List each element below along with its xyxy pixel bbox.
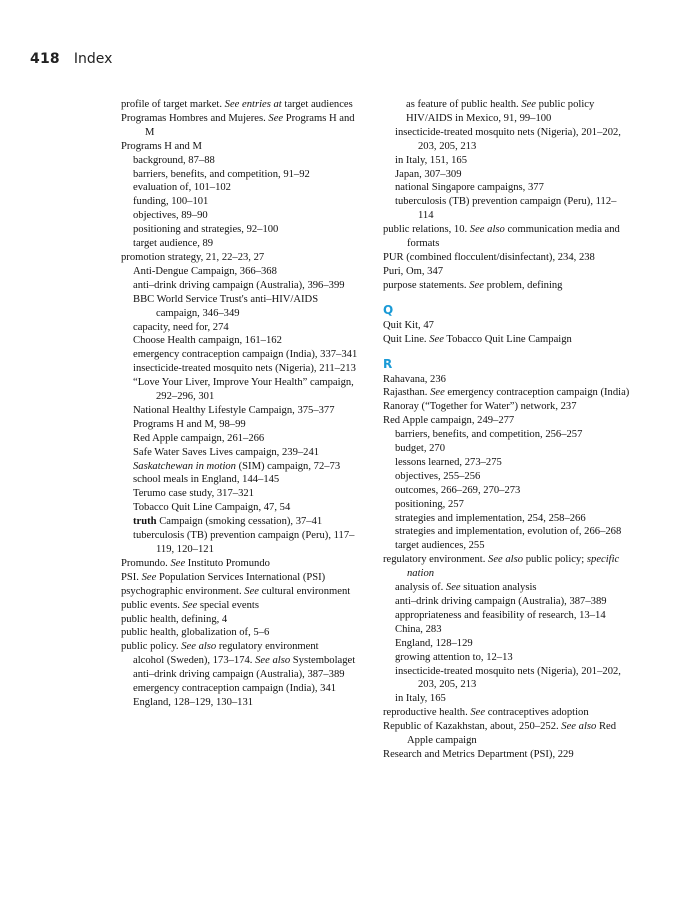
index-subentry bbox=[383, 98, 631, 112]
index-entry-text: barriers, benefits, and competition, 256–257 bbox=[395, 429, 583, 441]
index-entry-text: positioning, 257 bbox=[395, 498, 464, 510]
index-entry bbox=[121, 98, 361, 112]
index-entry-text: reproductive health. bbox=[383, 707, 471, 719]
index-entry-text: strategies and implementation, 254, 258–266 bbox=[395, 512, 586, 524]
index-entry-text: regulatory environment. bbox=[383, 554, 489, 566]
index-entry-text: Quit Kit, 47 bbox=[383, 319, 434, 331]
index-entry-text: promotion strategy, 21, 22–23, 27 bbox=[121, 251, 265, 263]
index-subentry bbox=[121, 668, 361, 682]
index-subentry bbox=[383, 651, 631, 665]
index-entry-text: “Love Your Liver, Improve Your Health” campaign, 292–296, 301 bbox=[133, 377, 354, 403]
index-entry-text: emergency contraception campaign (India), 337–341 bbox=[133, 349, 358, 361]
index-entry-text: objectives, 89–90 bbox=[133, 210, 208, 222]
page-number: 418 bbox=[30, 51, 60, 67]
index-entry-text: Instituto Promundo bbox=[185, 557, 270, 569]
index-entry-text: England, 128–129 bbox=[395, 637, 473, 649]
index-entry bbox=[121, 571, 361, 585]
index-subentry bbox=[121, 362, 361, 376]
index-entry bbox=[383, 720, 631, 748]
index-entry-text: objectives, 255–256 bbox=[395, 470, 481, 482]
index-entry-text: alcohol (Sweden), 173–174. bbox=[133, 655, 256, 667]
index-entry-text: strategies and implementation, evolution of, 266–268 bbox=[395, 526, 622, 538]
index-subentry bbox=[121, 265, 361, 279]
index-entry-text: special events bbox=[197, 599, 259, 611]
index-entry bbox=[121, 251, 361, 265]
index-subentry bbox=[121, 223, 361, 237]
index-entry-text: lessons learned, 273–275 bbox=[395, 456, 502, 468]
index-entry-text: Safe Water Saves Lives campaign, 239–241 bbox=[133, 446, 320, 458]
index-subentry bbox=[121, 154, 361, 168]
index-entry-text: Ranoray (“Together for Water”) network, 237 bbox=[383, 401, 577, 413]
index-subentry bbox=[121, 529, 361, 557]
index-entry-text: cultural environment bbox=[258, 585, 351, 597]
index-subentry bbox=[383, 609, 631, 623]
index-entry-text: target audiences, 255 bbox=[395, 540, 485, 552]
index-entry-text: See bbox=[429, 333, 444, 345]
index-entry-text: in Italy, 151, 165 bbox=[395, 154, 467, 166]
index-entry-text: growing attention to, 12–13 bbox=[395, 651, 513, 663]
index-entry-text: Promundo. bbox=[121, 557, 171, 569]
index-subentry bbox=[121, 195, 361, 209]
index-entry-text: national Singapore campaigns, 377 bbox=[395, 182, 544, 194]
index-entry bbox=[383, 333, 631, 347]
index-entry-text: target audience, 89 bbox=[133, 238, 214, 250]
index-entry-text: contraceptives adoption bbox=[485, 707, 589, 719]
index-subentry bbox=[121, 348, 361, 362]
index-entry bbox=[383, 265, 631, 279]
index-subentry bbox=[383, 581, 631, 595]
index-entry-text: Research and Metrics Department (PSI), 229 bbox=[383, 748, 574, 760]
index-entry-text: Republic of Kazakhstan, about, 250–252. bbox=[383, 721, 562, 733]
index-entry-text: emergency contraception campaign (India), 341 bbox=[133, 683, 337, 695]
index-subentry bbox=[121, 515, 361, 529]
index-subentry bbox=[121, 376, 361, 404]
index-subentry bbox=[383, 168, 631, 182]
index-entry-text: See bbox=[170, 557, 186, 569]
index-entry-text: truth bbox=[133, 516, 157, 528]
index-entry-text: public health, defining, 4 bbox=[121, 613, 228, 625]
index-column-right bbox=[383, 98, 631, 762]
index-entry bbox=[383, 319, 631, 333]
index-entry bbox=[383, 279, 631, 293]
index-entry-text: Red Apple campaign, 249–277 bbox=[383, 415, 515, 427]
index-entry bbox=[121, 599, 361, 613]
index-entry bbox=[121, 112, 361, 140]
index-entry-text: public policy. bbox=[121, 641, 182, 653]
index-subentry bbox=[121, 460, 361, 474]
index-subentry bbox=[121, 321, 361, 335]
index-entry-text: See bbox=[469, 279, 484, 291]
index-subentry bbox=[383, 525, 631, 539]
index-subentry bbox=[121, 501, 361, 515]
index-entry-text: barriers, benefits, and competition, 91–92 bbox=[133, 168, 310, 180]
index-entry-text: See entries at bbox=[224, 99, 282, 110]
index-subentry bbox=[383, 456, 631, 470]
index-entry-text: Campaign (smoking cessation), 37–41 bbox=[156, 516, 323, 528]
index-entry-text: Choose Health campaign, 161–162 bbox=[133, 335, 282, 347]
index-entry-text: See bbox=[521, 99, 537, 110]
index-subentry bbox=[121, 209, 361, 223]
index-entry-text: anti–drink driving campaign (Australia), 387–389 bbox=[133, 669, 345, 681]
index-entry-text: Anti-Dengue Campaign, 366–368 bbox=[133, 265, 277, 277]
index-entry-text: Red Apple campaign, 261–266 bbox=[133, 432, 265, 444]
index-subentry bbox=[121, 181, 361, 195]
index-entry-text: See also bbox=[255, 655, 291, 667]
index-entry-text: communication media and formats bbox=[407, 224, 620, 250]
index-entry-text: insecticide-treated mosquito nets (Nigeria), 201–202, 203, 205, 213 bbox=[395, 126, 621, 152]
index-entry bbox=[383, 386, 631, 400]
index-entry bbox=[121, 613, 361, 627]
index-entry bbox=[383, 251, 631, 265]
index-entry-text: China, 283 bbox=[395, 623, 442, 635]
index-entry bbox=[121, 140, 361, 154]
index-entry-text: analysis of. bbox=[395, 582, 446, 594]
index-entry-text: Systembolaget bbox=[290, 655, 356, 667]
index-entry-text: Red Apple campaign bbox=[407, 721, 617, 747]
index-entry-text: Rajasthan. bbox=[383, 387, 431, 399]
index-entry bbox=[121, 557, 361, 571]
index-entry-text: anti–drink driving campaign (Australia), 387–389 bbox=[395, 596, 607, 607]
index-entry-text: See bbox=[268, 112, 284, 124]
index-entry-text: insecticide-treated mosquito nets (Nigeria), 201–202, 203, 205, 213 bbox=[395, 665, 621, 691]
index-entry-text: funding, 100–101 bbox=[133, 196, 209, 208]
index-entry-text: England, 128–129, 130–131 bbox=[133, 696, 254, 708]
index-entry-text: National Healthy Lifestyle Campaign, 375–377 bbox=[133, 404, 335, 416]
index-entry bbox=[121, 640, 361, 654]
index-entry bbox=[383, 223, 631, 251]
running-header bbox=[30, 48, 112, 67]
index-entry-text: BBC World Service Trust's anti–HIV/AIDS campaign, 346–349 bbox=[133, 293, 319, 319]
index-entry-text: psychographic environment. bbox=[121, 585, 245, 597]
index-entry-text: Population Services International (PSI) bbox=[156, 571, 326, 583]
index-subentry bbox=[383, 112, 631, 126]
index-entry-text: public events. bbox=[121, 599, 183, 611]
index-entry-text: public policy bbox=[536, 99, 595, 110]
index-entry-text: appropriateness and feasibility of research, 13–14 bbox=[395, 609, 606, 621]
index-entry-text: (SIM) campaign, 72–73 bbox=[235, 460, 341, 472]
index-subentry bbox=[121, 279, 361, 293]
index-entry-text: in Italy, 165 bbox=[395, 693, 446, 705]
index-entry-text: tuberculosis (TB) prevention campaign (Peru), 112–114 bbox=[395, 196, 617, 222]
index-entry-text: Japan, 307–309 bbox=[395, 168, 462, 180]
index-entry-text: target audiences bbox=[281, 99, 353, 110]
index-subentry bbox=[383, 512, 631, 526]
index-entry-text: See bbox=[430, 387, 445, 399]
index-entry-text: profile of target market. bbox=[121, 99, 225, 110]
index-entry-text: Puri, Om, 347 bbox=[383, 265, 444, 277]
index-entry-text: insecticide-treated mosquito nets (Nigeria), 211–213 bbox=[133, 363, 356, 375]
index-subentry bbox=[121, 682, 361, 696]
index-entry-text: public health, globalization of, 5–6 bbox=[121, 627, 270, 639]
index-entry-text: See bbox=[470, 707, 486, 719]
index-entry bbox=[383, 748, 631, 762]
index-entry-text: Programs H and M, 98–99 bbox=[133, 418, 246, 430]
index-entry-text: Programs H and M bbox=[121, 140, 202, 152]
index-subentry bbox=[383, 484, 631, 498]
index-entry-text: See also bbox=[561, 721, 597, 733]
index-entry-text: Terumo case study, 317–321 bbox=[133, 488, 254, 500]
index-subentry bbox=[383, 195, 631, 223]
index-section-letter: Q bbox=[383, 302, 394, 317]
index-entry-text: Rahavana, 236 bbox=[383, 373, 446, 385]
index-subentry bbox=[383, 637, 631, 651]
index-entry-text: positioning and strategies, 92–100 bbox=[133, 224, 279, 236]
index-entry-text: Saskatchewan in motion bbox=[133, 460, 236, 472]
index-entry-text: Tobacco Quit Line Campaign bbox=[443, 333, 572, 345]
index-entry bbox=[383, 400, 631, 414]
index-entry-text: See also bbox=[469, 224, 505, 236]
index-entry-text: problem, defining bbox=[483, 279, 563, 291]
index-entry-text: See also bbox=[181, 641, 217, 653]
index-subentry bbox=[383, 595, 631, 609]
index-subentry bbox=[121, 293, 361, 321]
index-subentry bbox=[121, 432, 361, 446]
index-entry-text: capacity, need for, 274 bbox=[133, 321, 229, 333]
index-subentry bbox=[121, 446, 361, 460]
index-section-letter: R bbox=[383, 356, 393, 371]
index-entry-text: See also bbox=[488, 554, 524, 566]
index-entry-text: specific nation bbox=[407, 554, 620, 580]
index-entry-text: regulatory environment bbox=[216, 641, 319, 653]
index-subentry bbox=[121, 654, 361, 668]
index-subentry bbox=[121, 418, 361, 432]
index-subentry bbox=[383, 665, 631, 693]
index-subentry bbox=[121, 237, 361, 251]
index-entry-text: purpose statements. bbox=[383, 279, 470, 291]
index-subentry bbox=[383, 692, 631, 706]
index-entry-text: anti–drink driving campaign (Australia), 396–399 bbox=[133, 279, 345, 291]
index-entry-text: See bbox=[141, 571, 157, 583]
index-entry-text: as feature of public health. bbox=[406, 99, 522, 110]
index-entry-text: tuberculosis (TB) prevention campaign (Peru), 117–119, 120–121 bbox=[133, 530, 355, 555]
index-entry-text: situation analysis bbox=[460, 582, 537, 594]
section-title: Index bbox=[73, 51, 113, 67]
index-entry-text: See bbox=[445, 582, 461, 594]
index-subentry bbox=[121, 168, 361, 182]
index-entry bbox=[383, 706, 631, 720]
index-entry-text: evaluation of, 101–102 bbox=[133, 182, 231, 194]
index-entry bbox=[121, 626, 361, 640]
index-subentry bbox=[383, 623, 631, 637]
index-subentry bbox=[383, 498, 631, 512]
index-subentry bbox=[383, 470, 631, 484]
index-subentry bbox=[383, 539, 631, 553]
index-entry-text: See bbox=[244, 585, 259, 597]
index-subentry bbox=[121, 404, 361, 418]
index-entry bbox=[121, 585, 361, 599]
index-subentry bbox=[121, 473, 361, 487]
index-entry-text: Quit Line. bbox=[383, 333, 430, 345]
index-entry-text: Tobacco Quit Line Campaign, 47, 54 bbox=[133, 502, 291, 514]
index-entry-text: public policy; bbox=[523, 554, 587, 566]
index-entry-text: PSI. bbox=[121, 571, 142, 583]
index-entry-text: emergency contraception campaign (India) bbox=[444, 387, 630, 399]
index-entry-text: See bbox=[182, 599, 198, 611]
index-entry-text: HIV/AIDS in Mexico, 91, 99–100 bbox=[406, 112, 552, 124]
index-subentry bbox=[383, 442, 631, 456]
index-entry bbox=[383, 414, 631, 428]
index-subentry bbox=[383, 428, 631, 442]
index-entry-text: PUR (combined flocculent/disinfectant), 234, 238 bbox=[383, 251, 595, 263]
index-column-left bbox=[121, 98, 361, 710]
index-subentry bbox=[121, 334, 361, 348]
index-entry-text: outcomes, 266–269, 270–273 bbox=[395, 484, 521, 496]
index-entry-text: school meals in England, 144–145 bbox=[133, 474, 280, 486]
index-entry-text: Programas Hombres and Mujeres. bbox=[121, 112, 269, 124]
index-subentry bbox=[383, 126, 631, 154]
index-subentry bbox=[121, 696, 361, 710]
index-entry bbox=[383, 553, 631, 581]
index-entry bbox=[383, 373, 631, 387]
index-entry-text: budget, 270 bbox=[395, 443, 446, 455]
index-entry-text: public relations, 10. bbox=[383, 224, 470, 236]
index-subentry bbox=[121, 487, 361, 501]
index-subentry bbox=[383, 181, 631, 195]
index-subentry bbox=[383, 154, 631, 168]
index-entry-text: background, 87–88 bbox=[133, 154, 215, 166]
index-entry-text: Programs H and M bbox=[145, 112, 355, 138]
